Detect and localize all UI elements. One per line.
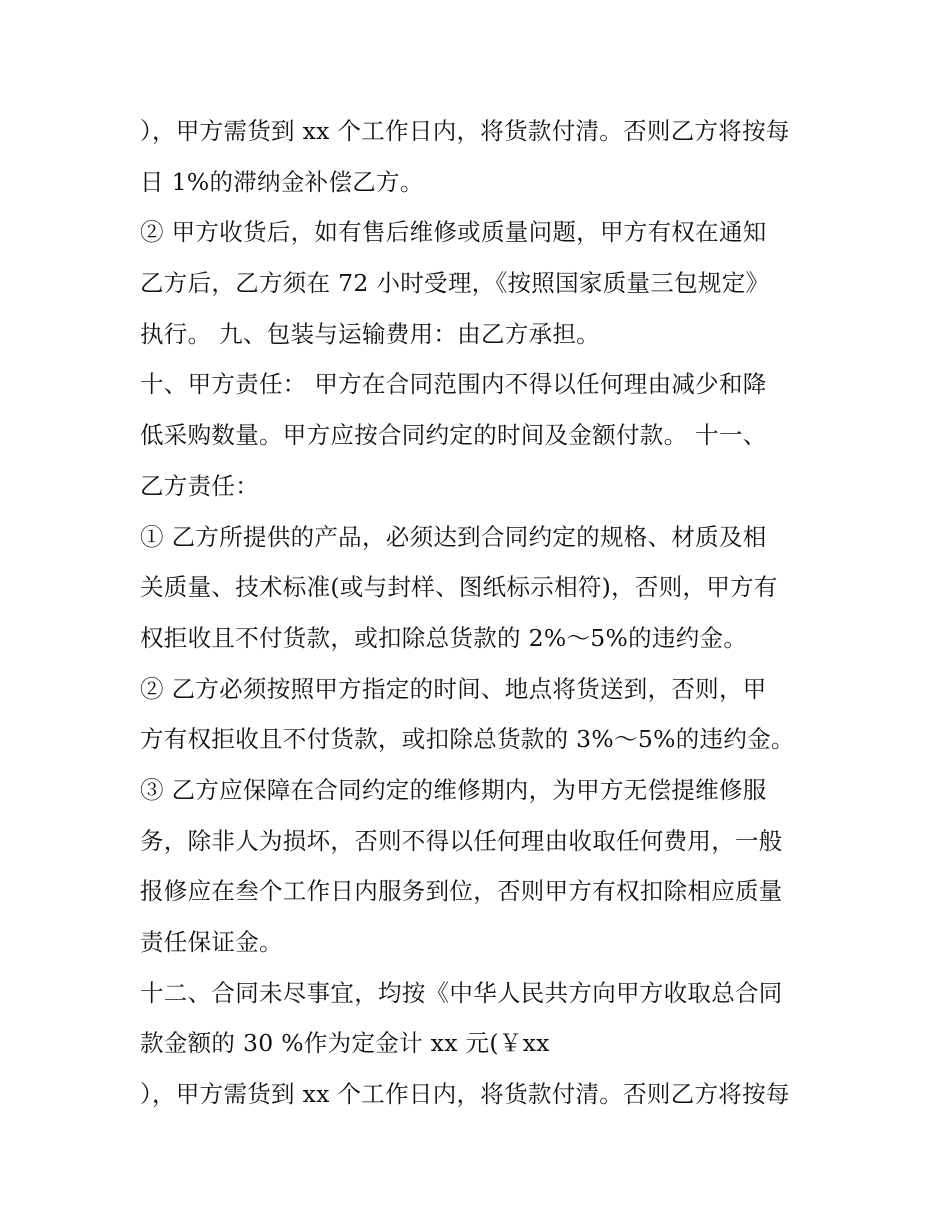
- text-line: 方有权拒收且不付货款，或扣除总货款的 3%～5%的违约金。: [140, 725, 795, 754]
- text-line: 低采购数量。甲方应按合同约定的时间及金额付款。 十一、: [140, 421, 767, 450]
- text-line: 乙方责任：: [140, 471, 259, 500]
- text-line: 责任保证金。: [140, 928, 283, 956]
- text-line: ），甲方需货到 xx 个工作日内，将货款付清。否则乙方将按每: [140, 1080, 790, 1109]
- text-line: 十、甲方责任： 甲方在合同范围内不得以任何理由减少和降: [140, 370, 767, 399]
- text-line: ），甲方需货到 xx 个工作日内，将货款付清。否则乙方将按每: [140, 117, 790, 145]
- contract-text: [140, 106, 830, 1120]
- text-line: ② 甲方收货后，如有售后维修或质量问题，甲方有权在通知: [140, 218, 767, 247]
- text-line: ② 乙方必须按照甲方指定的时间、地点将货送到，否则，甲: [140, 674, 767, 703]
- text-line: 报修应在叁个工作日内服务到位，否则甲方有权扣除相应质量: [140, 877, 783, 906]
- text-line: ③ 乙方应保障在合同约定的维修期内，为甲方无偿提维修服: [140, 775, 767, 804]
- text-line: 乙方后，乙方须在 72 小时受理，《按照国家质量三包规定》: [140, 269, 770, 298]
- text-line: 权拒收且不付货款，或扣除总货款的 2%～5%的违约金。: [140, 623, 748, 652]
- text-line: ① 乙方所提供的产品，必须达到合同约定的规格、材质及相: [140, 522, 767, 551]
- text-line: 务，除非人为损坏，否则不得以任何理由收取任何费用，一般: [140, 826, 783, 855]
- text-line: 日 1%的滞纳金补偿乙方。: [140, 167, 424, 196]
- text-line: 十二、合同未尽事宜，均按《中华人民共方向甲方收取总合同: [140, 978, 783, 1007]
- text-line: 关质量、技术标准(或与封样、图纸标示相符)，否则，甲方有: [140, 573, 778, 602]
- text-line: 款金额的 30 %作为定金计 xx 元(￥xx: [140, 1029, 550, 1058]
- text-line: 执行。 九、包装与运输费用：由乙方承担。: [140, 319, 600, 348]
